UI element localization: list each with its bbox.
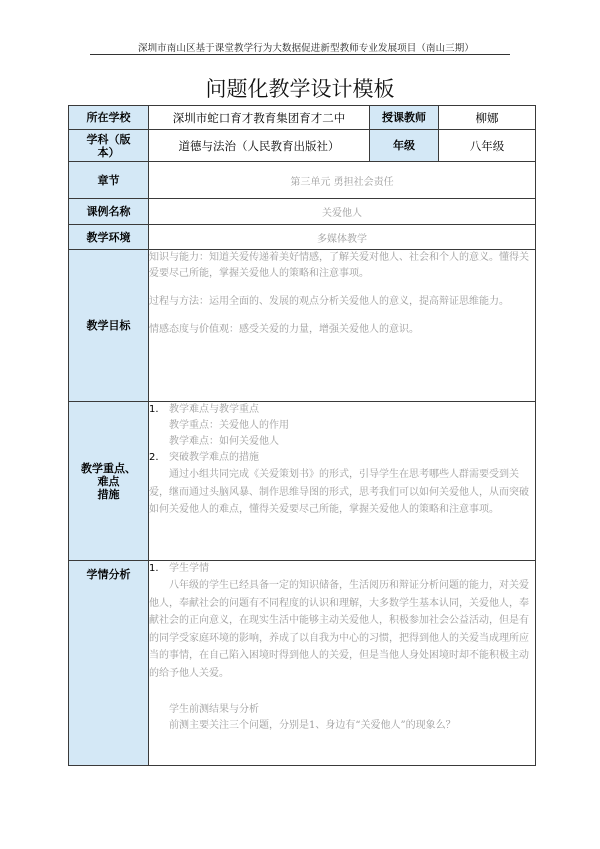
study-label: 学情分析 xyxy=(69,561,149,766)
goal-process: 过程与方法：运用全面的、发展的观点分析关爱他人的意义，提高辩证思维能力。 xyxy=(149,296,509,307)
environment-label: 教学环境 xyxy=(69,225,149,250)
study-content xyxy=(149,561,536,766)
study-item-1 xyxy=(149,561,535,577)
list-number: 2. xyxy=(149,452,159,463)
chapter-value: 第三单元 勇担社会责任 xyxy=(149,162,536,199)
focus-label-line1: 教学重点、 xyxy=(81,461,136,475)
lesson-design-table xyxy=(68,105,536,766)
lesson-label: 课例名称 xyxy=(69,199,149,225)
pretest-title: 学生前测结果与分析 xyxy=(169,704,259,715)
teacher-label: 授课教师 xyxy=(370,106,439,130)
focus-item-1-title: 教学难点与教学重点 xyxy=(169,404,259,415)
pretest-text: 前测主要关注三个问题，分别是1、身边有“关爱他人”的现象么？ xyxy=(169,720,456,731)
grade-label: 年级 xyxy=(370,130,439,162)
grade-value: 八年级 xyxy=(439,130,536,162)
running-header: 深圳市南山区基于课堂教学行为大数据促进新型教师专业发展项目（南山三期） xyxy=(137,43,474,54)
teacher-value: 柳娜 xyxy=(439,106,536,130)
environment-value: 多媒体教学 xyxy=(149,225,536,250)
row-study xyxy=(69,561,536,766)
row-chapter xyxy=(69,162,536,199)
goal-attitude: 情感态度与价值观：感受关爱的力量，增强关爱他人的意识。 xyxy=(149,324,419,335)
row-focus xyxy=(69,402,536,561)
focus-label xyxy=(69,402,149,561)
analysis-paragraph: 八年级的学生已经具备一定的知识储备，生活阅历和辩证分析问题的能力，对关爱他人，奉献社会的问题有不同程度的认识和理解，大多数学生基本认同，关爱他人，奉献社会的正向意义，在现实生活中能够主动关爱他人，积极参加社会公益活动，但是有的同学受家庭环境的影响，养成了以自我为中心的习惯，把得到他人的关爱当成理所应当的事情，在自己陷入困境时得到他人的关爱，但是当他人身处困境时却不能积极主动的给予他人关爱。 xyxy=(149,580,529,679)
key-point: 教学重点：关爱他人的作用 xyxy=(169,420,289,431)
study-item-1-title: 学生学情 xyxy=(169,563,209,574)
list-number: 1. xyxy=(149,404,159,415)
school-value: 深圳市蛇口育才教育集团育才二中 xyxy=(149,106,370,130)
lesson-value: 关爱他人 xyxy=(149,199,536,225)
list-number: 1. xyxy=(149,563,159,574)
school-label: 所在学校 xyxy=(69,106,149,130)
goals-label: 教学目标 xyxy=(69,250,149,402)
difficult-point: 教学难点：如何关爱他人 xyxy=(169,436,279,447)
header-rule xyxy=(90,54,510,55)
focus-item-2-title: 突破教学难点的措施 xyxy=(169,452,259,463)
focus-label-line3: 措施 xyxy=(97,487,120,501)
row-goals xyxy=(69,250,536,402)
row-environment xyxy=(69,225,536,250)
row-subject xyxy=(69,130,536,162)
focus-item-2 xyxy=(149,450,535,466)
measures-paragraph: 通过小组共同完成《关爱策划书》的形式，引导学生在思考哪些人群需要受到关爱，继而通过头脑风暴、制作思维导图的形式，思考我们可以如何关爱他人，从而突破如何关爱他人的难点，懂得关爱要尽己所能，掌握关爱他人的策略和注意事项。 xyxy=(149,469,529,515)
subject-value: 道德与法治（人民教育出版社） xyxy=(149,130,370,162)
focus-item-1 xyxy=(149,402,535,418)
row-school xyxy=(69,106,536,130)
focus-content xyxy=(149,402,536,561)
row-lesson xyxy=(69,199,536,225)
subject-label: 学科（版本） xyxy=(69,130,149,162)
goals-content xyxy=(149,250,536,402)
page-title: 问题化教学设计模板 xyxy=(205,77,395,101)
goal-knowledge: 知识与能力：知道关爱传递着美好情感，了解关爱对他人、社会和个人的意义。懂得关爱要尽己所能，掌握关爱他人的策略和注意事项。 xyxy=(149,252,529,279)
focus-label-line2: 难点 xyxy=(97,474,120,488)
chapter-label: 章节 xyxy=(69,162,149,199)
